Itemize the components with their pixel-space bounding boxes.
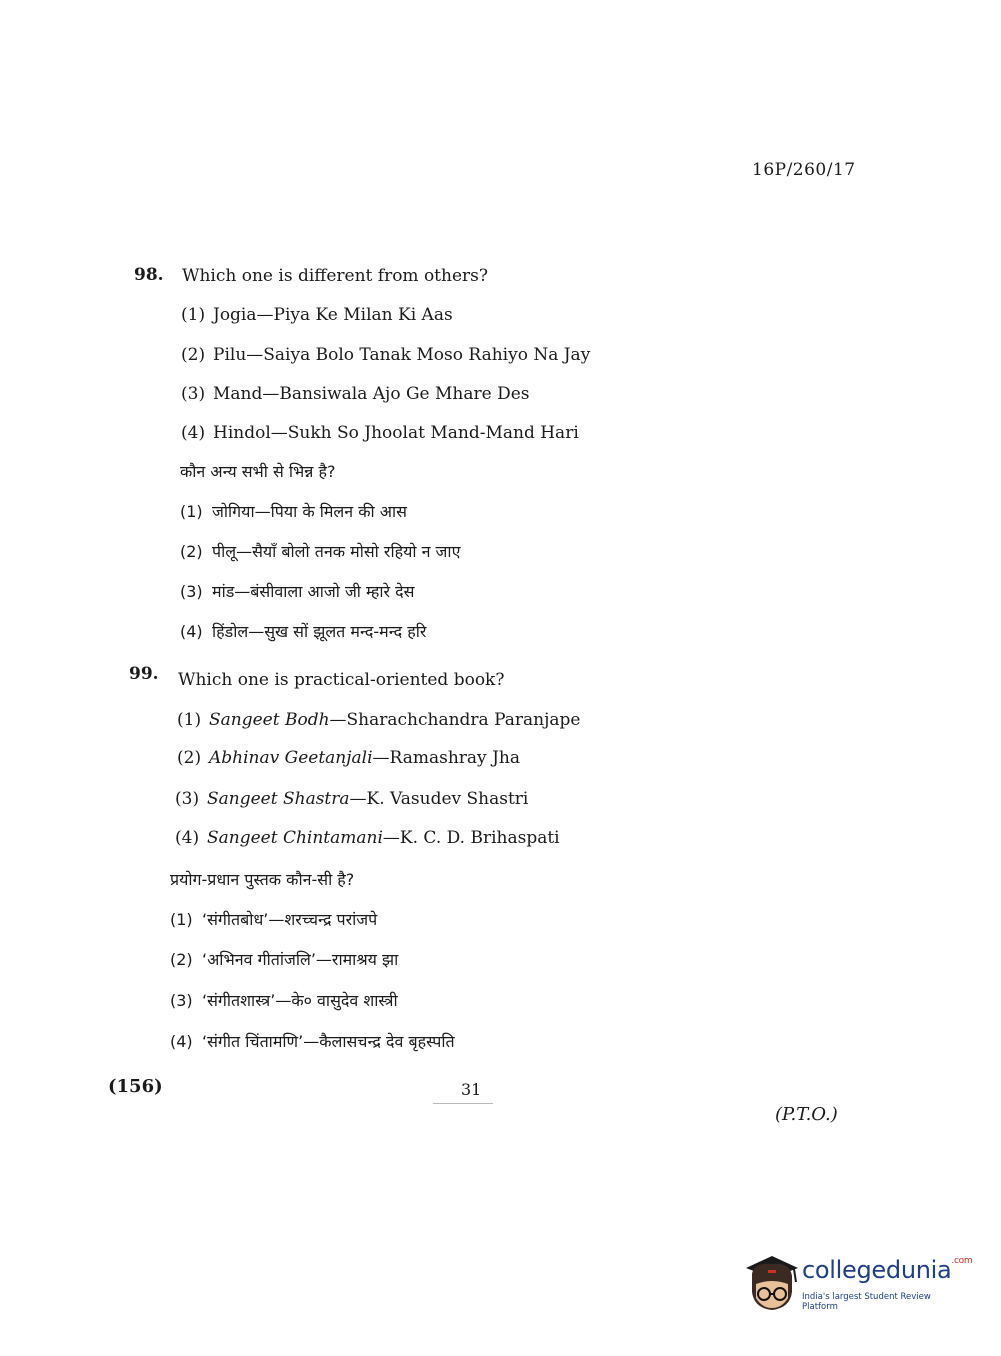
question-number: 98. (134, 265, 164, 285)
option-hi-2 (180, 540, 460, 562)
option-en-4 (181, 423, 579, 443)
option-hi-1 (180, 500, 407, 522)
pto-label: (P.T.O.) (775, 1104, 838, 1125)
book-title: Sangeet Chintamani (207, 828, 383, 848)
option-number: (4) (170, 1032, 193, 1051)
option-en-4 (175, 828, 560, 848)
question-text-en: Which one is practical-oriented book? (178, 670, 505, 690)
logo-wordmark: collegedunia$^{.com}$ (802, 1256, 973, 1284)
option-text: ‘संगीत चिंतामणि’—कैलासचन्द्र देव बृहस्पति (202, 1032, 455, 1051)
question-number: 99. (129, 664, 159, 684)
page-number: 31 (461, 1080, 482, 1099)
book-title: Sangeet Bodh (209, 710, 330, 730)
option-text: मांड—बंसीवाला आजो जी म्हारे देस (212, 582, 415, 601)
option-hi-3 (180, 580, 414, 602)
book-title: Abhinav Geetanjali (209, 748, 373, 768)
option-number: (1) (180, 502, 203, 521)
question-text-hi: प्रयोग-प्रधान पुस्तक कौन-सी है? (170, 870, 355, 889)
option-number: (2) (180, 542, 203, 561)
book-author: —K. Vasudev Shastri (349, 789, 529, 809)
option-hi-4 (180, 620, 426, 642)
option-en-1 (177, 710, 580, 730)
mascot-icon (742, 1248, 800, 1314)
option-text: Jogia—Piya Ke Milan Ki Aas (213, 305, 453, 325)
option-number: (2) (170, 950, 193, 969)
option-number: (3) (181, 384, 206, 404)
option-hi-2 (170, 948, 398, 970)
option-hi-1 (170, 908, 377, 930)
option-text: पीलू—सैयाँ बोलो तनक मोसो रहियो न जाए (212, 542, 461, 561)
option-text: जोगिया—पिया के मिलन की आस (212, 502, 407, 521)
option-en-1 (181, 305, 453, 325)
collegedunia-watermark (742, 1248, 973, 1318)
option-number: (4) (175, 828, 200, 848)
option-hi-3 (170, 989, 398, 1011)
question-text-hi: कौन अन्य सभी से भिन्न है? (180, 462, 336, 481)
book-author: —Sharachchandra Paranjape (329, 710, 581, 730)
option-number: (4) (181, 423, 206, 443)
option-en-3 (175, 789, 528, 809)
option-en-2 (181, 345, 590, 365)
scan-mark (433, 1103, 493, 1104)
option-text: Mand—Bansiwala Ajo Ge Mhare Des (213, 384, 530, 404)
option-en-2 (177, 748, 520, 768)
option-text: ‘अभिनव गीतांजलि’—रामाश्रय झा (202, 950, 399, 969)
option-hi-4 (170, 1030, 455, 1052)
option-text: ‘संगीतशास्त्र’—के० वासुदेव शास्त्री (202, 991, 398, 1010)
book-author: —Ramashray Jha (372, 748, 520, 768)
book-author: —K. C. D. Brihaspati (382, 828, 560, 848)
option-text: हिंडोल—सुख सों झूलत मन्द-मन्द हरि (212, 622, 427, 641)
option-number: (3) (175, 789, 200, 809)
option-text: Pilu—Saiya Bolo Tanak Moso Rahiyo Na Jay (213, 345, 591, 365)
option-number: (2) (181, 345, 206, 365)
option-number: (1) (177, 710, 202, 730)
paper-code: 16P/260/17 (752, 160, 856, 180)
book-title: Sangeet Shastra (207, 789, 350, 809)
option-number: (4) (180, 622, 203, 641)
option-number: (3) (170, 991, 193, 1010)
option-number: (1) (170, 910, 193, 929)
option-en-3 (181, 384, 530, 404)
logo-tagline: India's largest Student Review Platform (802, 1292, 931, 1312)
option-number: (3) (180, 582, 203, 601)
booklet-number: (156) (108, 1076, 163, 1097)
option-text: ‘संगीतबोध’—शरच्चन्द्र परांजपे (202, 910, 378, 929)
question-text-en: Which one is different from others? (182, 266, 488, 286)
option-number: (2) (177, 748, 202, 768)
option-text: Hindol—Sukh So Jhoolat Mand-Mand Hari (213, 423, 579, 443)
option-number: (1) (181, 305, 206, 325)
